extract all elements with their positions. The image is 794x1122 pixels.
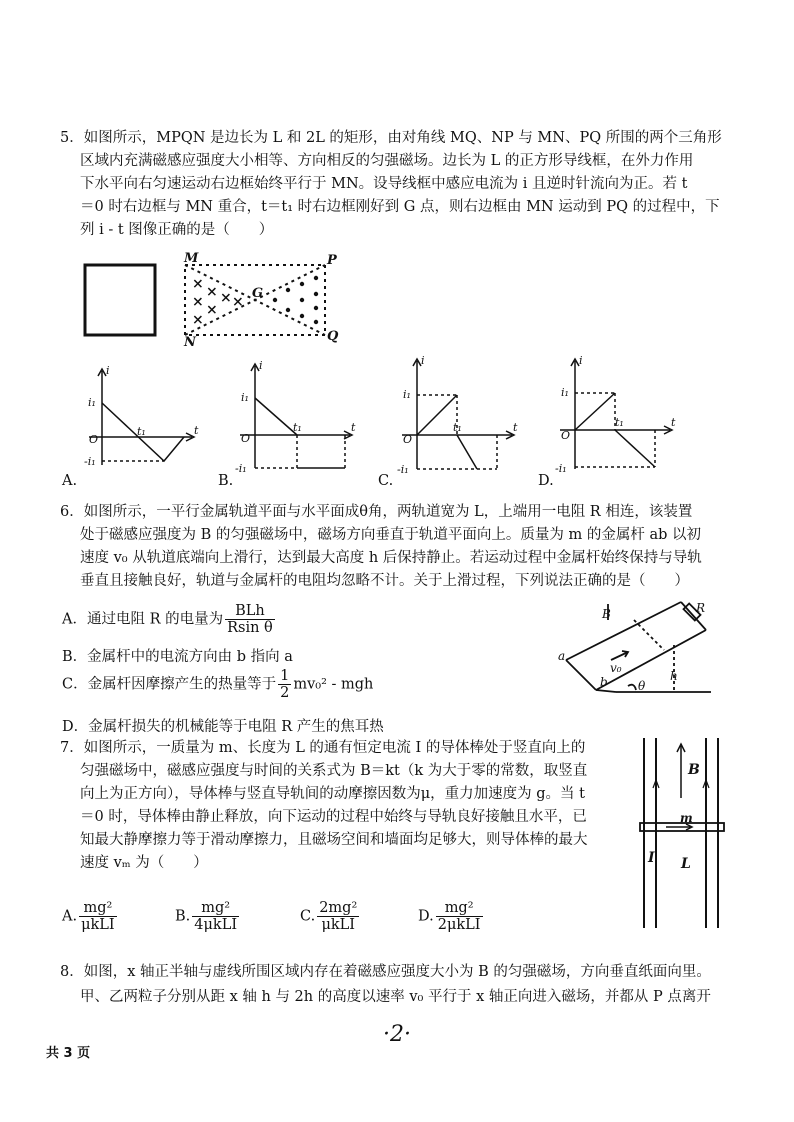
svg-text:t: t	[351, 421, 356, 434]
svg-text:×: ×	[192, 276, 204, 292]
q5-option-b: B.	[218, 473, 234, 489]
svg-text:×: ×	[206, 284, 218, 300]
svg-text:×: ×	[232, 294, 244, 310]
svg-text:-i₁: -i₁	[555, 462, 567, 475]
svg-text:i: i	[579, 354, 583, 367]
svg-text:I: I	[648, 850, 655, 866]
svg-text:R: R	[696, 601, 706, 615]
q8-line-2: 甲、乙两粒子分别从距 x 轴 h 与 2h 的高度以速率 v₀ 平行于 x 轴正向进入磁场，并都从 P 点离开	[80, 989, 711, 1005]
q5-field-figure	[80, 250, 360, 350]
q7-option-c: C. $\frac{\text{2mg²}}{\text{μkLI}}$	[300, 900, 358, 933]
q5-line-5: 列 i - t 图像正确的是（ ）	[80, 222, 274, 238]
q6-line-1: 6．如图所示，一平行金属轨道平面与水平面成θ角，两轨道宽为 L，上端用一电阻 R 相连，该装置	[60, 504, 693, 520]
label-N: N	[184, 335, 196, 350]
svg-text:×: ×	[206, 302, 218, 318]
q8-line-1: 8．如图，x 轴正半轴与虚线所围区域内存在着磁感应强度大小为 B 的匀强磁场，方向垂直纸面向里。	[60, 964, 711, 980]
square-frame	[85, 265, 155, 335]
svg-text:-i₁: -i₁	[235, 462, 247, 475]
svg-text:i: i	[259, 359, 263, 372]
svg-text:L: L	[681, 856, 691, 872]
q7-line-6: 速度 vₘ 为（ ）	[80, 855, 208, 871]
page-number: ·2·	[383, 1022, 411, 1047]
q5-line-3: 下水平向右匀速运动右边框始终平行于 MN。设导线框中感应电流为 i 且逆时针流向为正。若 t	[80, 176, 688, 192]
q7-rails-figure	[636, 738, 736, 933]
svg-text:×: ×	[220, 290, 232, 306]
svg-text:t₁: t₁	[615, 416, 624, 429]
q6-option-b: B．金属杆中的电流方向由 b 指向 a	[62, 649, 293, 665]
svg-text:t: t	[513, 421, 518, 434]
q5-line-4: ＝0 时右边框与 MN 重合，t＝t₁ 时右边框刚好到 G 点，则右边框由 MN 运动到 PQ 的过程中，下	[80, 199, 720, 215]
label-Q: Q	[327, 329, 339, 344]
svg-text:B: B	[688, 762, 700, 778]
svg-text:i₁: i₁	[403, 388, 411, 401]
svg-text:×: ×	[192, 294, 204, 310]
svg-text:h: h	[670, 669, 678, 683]
svg-text:θ: θ	[638, 679, 646, 693]
svg-text:t: t	[671, 416, 676, 429]
q5-option-c: C.	[378, 473, 394, 489]
q5-graph-d	[555, 355, 680, 475]
label-M: M	[184, 251, 199, 266]
q7-line-4: ＝0 时，导体棒由静止释放，向下运动的过程中始终与导轨良好接触且水平，已	[80, 809, 587, 825]
q7-option-b: B. $\frac{\text{mg²}}{\text{4μkLI}}$	[175, 900, 238, 933]
svg-text:t: t	[194, 424, 199, 437]
label-G: G	[252, 286, 264, 301]
svg-text:O: O	[561, 429, 571, 442]
q5-graph-a	[84, 365, 204, 475]
svg-text:O: O	[403, 433, 413, 446]
q7-option-d: D. $\frac{\text{mg²}}{\text{2μkLI}}$	[418, 900, 481, 933]
svg-text:O: O	[89, 433, 99, 446]
q7-line-1: 7．如图所示，一质量为 m、长度为 L 的通有恒定电流 I 的导体棒处于竖直向上的	[60, 740, 586, 756]
svg-text:×: ×	[192, 312, 204, 328]
svg-text:i₁: i₁	[561, 386, 569, 399]
svg-text:b: b	[600, 675, 608, 689]
q5-line-2: 区域内充满磁感应强度大小相等、方向相反的匀强磁场。边长为 L 的正方形导线框，在外力作用	[80, 153, 694, 169]
q6-incline-figure	[556, 600, 716, 700]
q5-graph-b	[235, 360, 360, 475]
svg-text:i₁: i₁	[241, 391, 249, 404]
svg-text:B: B	[602, 607, 611, 621]
svg-text:i₁: i₁	[88, 396, 96, 409]
svg-text:m: m	[680, 811, 693, 825]
q5-option-d: D.	[538, 473, 554, 489]
q6-option-d: D．金属杆损失的机械能等于电阻 R 产生的焦耳热	[62, 719, 384, 735]
q7-line-2: 匀强磁场中，磁感应强度与时间的关系式为 B＝kt（k 为大于零的常数，取竖直	[80, 763, 588, 779]
svg-text:i: i	[421, 354, 425, 367]
svg-text:t₁: t₁	[453, 421, 462, 434]
q7-option-a: A. $\frac{\text{mg²}}{\text{μkLI}}$	[62, 900, 115, 933]
q6-option-c: C．金属杆因摩擦产生的热量等于 $\frac{1}{2}$ mv₀² - mgh	[62, 668, 374, 701]
q6-option-a: A．通过电阻 R 的电量为 $\frac{\text{BLh}}{\text{Rsin θ}}$	[62, 603, 273, 636]
svg-text:-i₁: -i₁	[397, 463, 409, 476]
q7-line-3: 向上为正方向），导体棒与竖直导轨间的动摩擦因数为μ，重力加速度为 g。当 t	[80, 786, 585, 802]
svg-text:O: O	[241, 432, 251, 445]
q5-option-a: A.	[62, 473, 78, 489]
q6-line-2: 处于磁感应强度为 B 的匀强磁场中，磁场方向垂直于轨道平面向上。质量为 m 的金属杆 ab 以初	[80, 527, 701, 543]
svg-text:-i₁: -i₁	[84, 455, 96, 468]
svg-text:t₁: t₁	[137, 425, 146, 438]
svg-text:v₀: v₀	[610, 661, 622, 675]
label-P: P	[327, 253, 337, 268]
q5-graph-c	[397, 355, 522, 475]
q6-line-3: 速度 v₀ 从轨道底端向上滑行，达到最大高度 h 后保持静止。若运动过程中金属杆始终保持与导轨	[80, 550, 702, 566]
q7-line-5: 知最大静摩擦力等于滑动摩擦力，且磁场空间和墙面均足够大，则导体棒的最大	[80, 832, 588, 848]
svg-text:t₁: t₁	[293, 421, 302, 434]
q6-line-4: 垂直且接触良好，轨道与金属杆的电阻均忽略不计。关于上滑过程，下列说法正确的是（ ）	[80, 573, 689, 589]
svg-text:a: a	[558, 649, 566, 663]
q5-line-1: 5．如图所示，MPQN 是边长为 L 和 2L 的矩形，由对角线 MQ、NP 与 MN、PQ 所围的两个三角形	[60, 130, 722, 146]
svg-text:i: i	[106, 364, 110, 377]
page-footer: 共 3 页	[46, 1046, 91, 1061]
